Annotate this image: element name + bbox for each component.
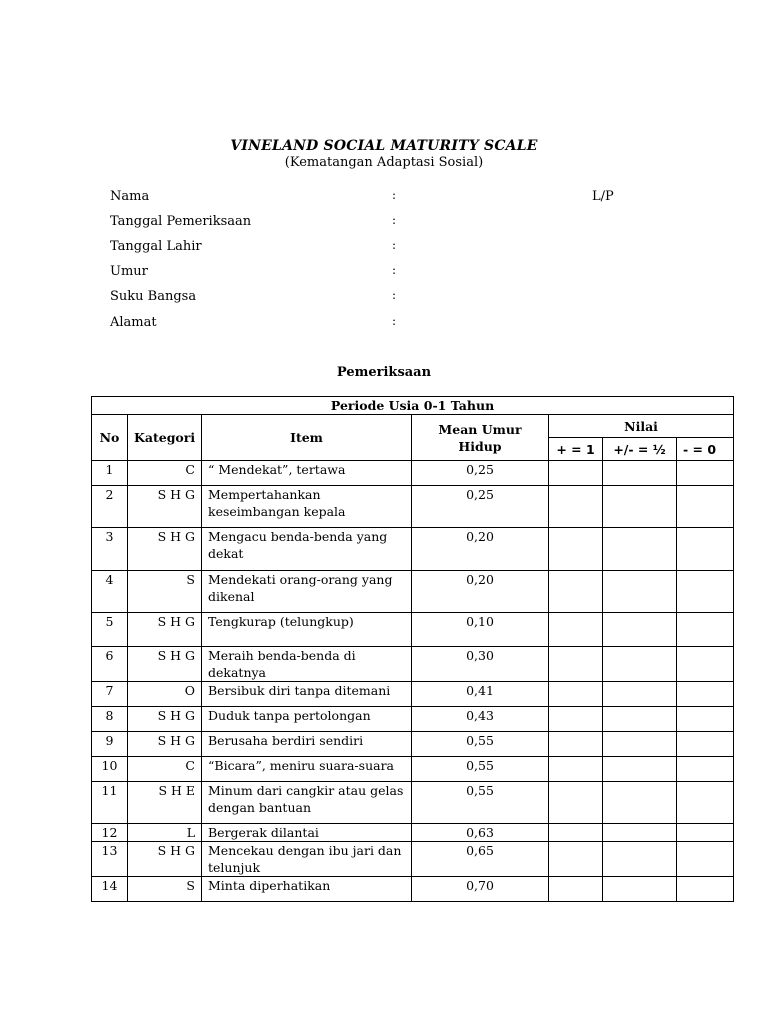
- table-row: [92, 486, 734, 528]
- score-plus-cell[interactable]: [549, 571, 603, 613]
- row-kategori: C: [128, 461, 202, 486]
- row-kategori: S H G: [128, 842, 202, 877]
- table-row: [92, 707, 734, 732]
- header-minus: - = 0: [677, 438, 734, 461]
- table-row: [92, 682, 734, 707]
- table-body: [92, 461, 734, 902]
- row-item: Mendekati orang-orang yang dikenal: [202, 571, 412, 613]
- row-number: 5: [92, 613, 128, 647]
- row-mean: 0,55: [412, 757, 549, 782]
- row-number: 9: [92, 732, 128, 757]
- table-row: [92, 571, 734, 613]
- gender-label: L/P: [592, 189, 614, 204]
- row-item: Mempertahankan keseimbangan kepala: [202, 486, 412, 528]
- header-plusminus: +/- = ½: [603, 438, 677, 461]
- score-plus-cell[interactable]: [549, 647, 603, 682]
- score-plusminus-cell[interactable]: [603, 824, 677, 842]
- row-mean: 0,41: [412, 682, 549, 707]
- row-number: 6: [92, 647, 128, 682]
- score-plusminus-cell[interactable]: [603, 877, 677, 902]
- row-item: Bergerak dilantai: [202, 824, 412, 842]
- score-plus-cell[interactable]: [549, 824, 603, 842]
- row-item: Mengacu benda-benda yang dekat: [202, 528, 412, 571]
- score-plus-cell[interactable]: [549, 486, 603, 528]
- row-item: Minta diperhatikan: [202, 877, 412, 902]
- row-number: 8: [92, 707, 128, 732]
- row-item: “Bicara”, meniru suara-suara: [202, 757, 412, 782]
- row-kategori: S: [128, 571, 202, 613]
- score-plusminus-cell[interactable]: [603, 842, 677, 877]
- field-colon: :: [392, 314, 397, 328]
- score-minus-cell[interactable]: [677, 877, 734, 902]
- row-kategori: C: [128, 757, 202, 782]
- table-row: [92, 757, 734, 782]
- period-header: Periode Usia 0-1 Tahun: [92, 397, 734, 415]
- row-number: 13: [92, 842, 128, 877]
- document-title: VINELAND SOCIAL MATURITY SCALE: [230, 138, 538, 154]
- row-number: 10: [92, 757, 128, 782]
- score-plus-cell[interactable]: [549, 877, 603, 902]
- row-number: 11: [92, 782, 128, 824]
- header-plus: + = 1: [549, 438, 603, 461]
- field-label: Umur: [110, 264, 148, 279]
- document-subtitle: (Kematangan Adaptasi Sosial): [284, 155, 484, 170]
- score-minus-cell[interactable]: [677, 613, 734, 647]
- row-item: “ Mendekat”, tertawa: [202, 461, 412, 486]
- assessment-table: [91, 396, 734, 902]
- row-item: Mencekau dengan ibu jari dan telunjuk: [202, 842, 412, 877]
- score-plusminus-cell[interactable]: [603, 757, 677, 782]
- score-minus-cell[interactable]: [677, 486, 734, 528]
- row-number: 7: [92, 682, 128, 707]
- row-number: 1: [92, 461, 128, 486]
- table-row: [92, 877, 734, 902]
- score-plusminus-cell[interactable]: [603, 571, 677, 613]
- score-plusminus-cell[interactable]: [603, 461, 677, 486]
- table-row: [92, 461, 734, 486]
- row-kategori: S H G: [128, 613, 202, 647]
- header-no: No: [92, 415, 128, 461]
- row-mean: 0,43: [412, 707, 549, 732]
- score-plus-cell[interactable]: [549, 461, 603, 486]
- field-label: Suku Bangsa: [110, 289, 197, 304]
- row-mean: 0,55: [412, 782, 549, 824]
- score-minus-cell[interactable]: [677, 528, 734, 571]
- row-mean: 0,30: [412, 647, 549, 682]
- score-plusminus-cell[interactable]: [603, 486, 677, 528]
- score-plusminus-cell[interactable]: [603, 613, 677, 647]
- row-mean: 0,20: [412, 571, 549, 613]
- header-nilai: Nilai: [549, 415, 734, 438]
- row-mean: 0,55: [412, 732, 549, 757]
- row-mean: 0,70: [412, 877, 549, 902]
- score-plusminus-cell[interactable]: [603, 732, 677, 757]
- section-title: Pemeriksaan: [336, 365, 432, 380]
- field-label: Alamat: [110, 315, 157, 330]
- row-item: Berusaha berdiri sendiri: [202, 732, 412, 757]
- score-plus-cell[interactable]: [549, 682, 603, 707]
- score-minus-cell[interactable]: [677, 732, 734, 757]
- field-label: Tanggal Lahir: [110, 239, 202, 254]
- header-mean: Mean Umur Hidup: [412, 415, 549, 461]
- row-kategori: S H G: [128, 486, 202, 528]
- table-row: [92, 824, 734, 842]
- table-row: [92, 782, 734, 824]
- score-minus-cell[interactable]: [677, 682, 734, 707]
- score-plusminus-cell[interactable]: [603, 707, 677, 732]
- score-plus-cell[interactable]: [549, 757, 603, 782]
- score-plus-cell[interactable]: [549, 782, 603, 824]
- row-item: Tengkurap (telungkup): [202, 613, 412, 647]
- score-minus-cell[interactable]: [677, 647, 734, 682]
- row-number: 4: [92, 571, 128, 613]
- score-minus-cell[interactable]: [677, 757, 734, 782]
- row-mean: 0,10: [412, 613, 549, 647]
- field-colon: :: [392, 238, 397, 252]
- row-mean: 0,20: [412, 528, 549, 571]
- score-plus-cell[interactable]: [549, 732, 603, 757]
- field-colon: :: [392, 288, 397, 302]
- row-kategori: S H G: [128, 528, 202, 571]
- header-kategori: Kategori: [128, 415, 202, 461]
- score-minus-cell[interactable]: [677, 571, 734, 613]
- row-item: Minum dari cangkir atau gelas dengan bantuan: [202, 782, 412, 824]
- score-plus-cell[interactable]: [549, 613, 603, 647]
- row-kategori: O: [128, 682, 202, 707]
- row-number: 2: [92, 486, 128, 528]
- row-number: 12: [92, 824, 128, 842]
- score-plusminus-cell[interactable]: [603, 782, 677, 824]
- row-number: 3: [92, 528, 128, 571]
- field-label: Tanggal Pemeriksaan: [110, 214, 252, 229]
- score-minus-cell[interactable]: [677, 824, 734, 842]
- score-plusminus-cell[interactable]: [603, 647, 677, 682]
- row-item: Bersibuk diri tanpa ditemani: [202, 682, 412, 707]
- score-minus-cell[interactable]: [677, 782, 734, 824]
- row-mean: 0,25: [412, 486, 549, 528]
- table-row: [92, 732, 734, 757]
- score-plus-cell[interactable]: [549, 707, 603, 732]
- row-kategori: S H G: [128, 647, 202, 682]
- row-mean: 0,65: [412, 842, 549, 877]
- score-plusminus-cell[interactable]: [603, 682, 677, 707]
- score-plus-cell[interactable]: [549, 528, 603, 571]
- score-plus-cell[interactable]: [549, 842, 603, 877]
- field-colon: :: [392, 213, 397, 227]
- row-item: Meraih benda-benda di dekatnya: [202, 647, 412, 682]
- score-minus-cell[interactable]: [677, 842, 734, 877]
- row-kategori: S H G: [128, 707, 202, 732]
- row-number: 14: [92, 877, 128, 902]
- row-kategori: S H G: [128, 732, 202, 757]
- header-item: Item: [202, 415, 412, 461]
- field-label: Nama: [110, 189, 150, 204]
- table-row: [92, 613, 734, 647]
- row-mean: 0,25: [412, 461, 549, 486]
- table-row: [92, 842, 734, 877]
- table-row: [92, 647, 734, 682]
- table-row: [92, 528, 734, 571]
- row-kategori: S: [128, 877, 202, 902]
- score-plusminus-cell[interactable]: [603, 528, 677, 571]
- score-minus-cell[interactable]: [677, 707, 734, 732]
- row-mean: 0,63: [412, 824, 549, 842]
- field-colon: :: [392, 263, 397, 277]
- row-item: Duduk tanpa pertolongan: [202, 707, 412, 732]
- score-minus-cell[interactable]: [677, 461, 734, 486]
- field-colon: :: [392, 188, 397, 202]
- row-kategori: L: [128, 824, 202, 842]
- row-kategori: S H E: [128, 782, 202, 824]
